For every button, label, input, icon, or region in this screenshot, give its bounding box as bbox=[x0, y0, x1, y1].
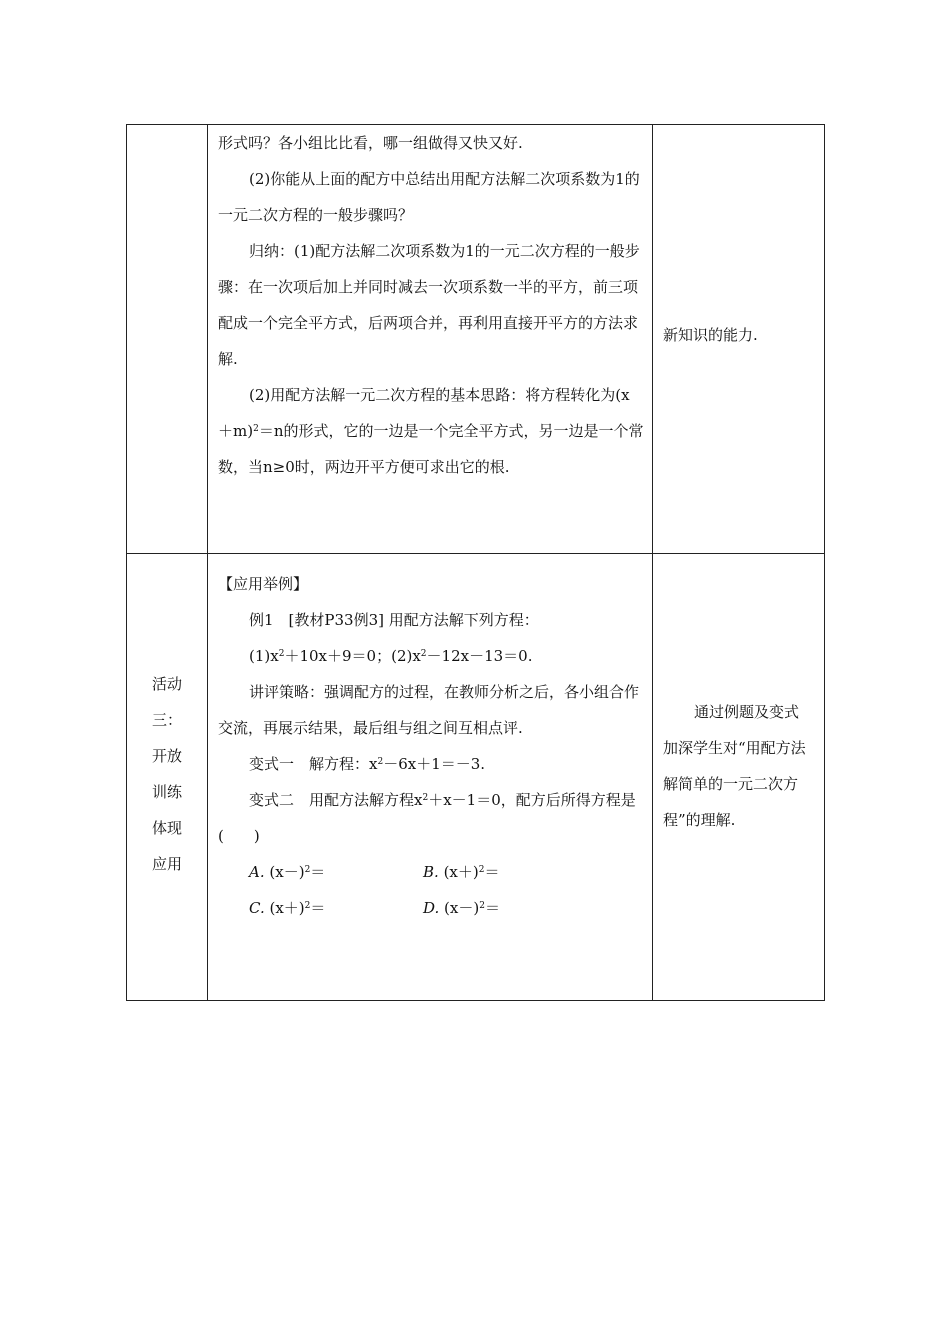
teaching-note: 通过例题及变式 bbox=[694, 703, 800, 721]
option-letter: C. bbox=[249, 899, 265, 917]
option-letter: A. bbox=[249, 863, 265, 881]
text-span: ＝n的形式，它的一边是一个完全平方式，另一边是一个常数，当n≥0时，两边开平方便可求出它的根. bbox=[218, 422, 644, 476]
text-span: ＋x－1＝0，配方后所得方程是( ) bbox=[218, 791, 636, 845]
text-span: ＋10x＋9＝0；(2)x bbox=[284, 647, 421, 665]
teaching-note: 加深学生对“用配方法解简单的一元二次方程”的理解. bbox=[663, 739, 806, 829]
option-a bbox=[249, 854, 423, 890]
activity-label-line: 活动 bbox=[151, 675, 182, 693]
text-span: －6x＋1＝－3. bbox=[383, 755, 486, 773]
option-letter: D. bbox=[423, 899, 440, 917]
option-letter: B. bbox=[423, 863, 439, 881]
option-text: (x＋) bbox=[443, 863, 479, 881]
section-heading: 【应用举例】 bbox=[218, 575, 309, 593]
option-text: ＝ bbox=[484, 863, 500, 881]
content-cell bbox=[208, 554, 653, 1001]
option-b bbox=[423, 854, 623, 890]
paragraph: 归纳：(1)配方法解二次项系数为1的一元二次方程的一般步骤：在一次项后加上并同时减去一次项系数一半的平方，前三项配成一个完全平方式，后两项合并，再利用直接开平方的方法求解. bbox=[218, 242, 640, 368]
answer-options bbox=[218, 854, 644, 926]
option-text: (x－) bbox=[269, 863, 305, 881]
activity-label-line: 训练 bbox=[151, 783, 182, 801]
option-d bbox=[423, 890, 623, 926]
option-text: (x＋) bbox=[269, 899, 305, 917]
example-title: 例1 [教材P33例3] 用配方法解下列方程： bbox=[249, 611, 539, 629]
superscript: 2 bbox=[377, 757, 384, 767]
note-cell bbox=[653, 554, 825, 1001]
superscript: 2 bbox=[420, 649, 427, 659]
variant-two bbox=[218, 782, 644, 854]
activity-label-line: 应用 bbox=[151, 855, 182, 873]
option-c bbox=[249, 890, 423, 926]
equation-line bbox=[218, 638, 644, 674]
content-cell bbox=[208, 125, 653, 554]
text-span: (2)用配方法解一元二次方程的基本思路：将方程转化为(x＋m) bbox=[218, 386, 630, 440]
superscript: 2 bbox=[479, 901, 485, 911]
paragraph: 形式吗？各小组比比看，哪一组做得又快又好. bbox=[218, 134, 523, 152]
superscript: 2 bbox=[478, 865, 485, 875]
option-text: ＝ bbox=[310, 899, 326, 917]
option-text: ＝ bbox=[484, 899, 500, 917]
paragraph: 讲评策略：强调配方的过程，在教师分析之后，各小组合作交流，再展示结果，最后组与组之间互相点评. bbox=[218, 683, 640, 737]
activity-cell bbox=[127, 125, 208, 554]
option-text: ＝ bbox=[310, 863, 326, 881]
superscript: 2 bbox=[278, 649, 285, 659]
activity-label-line: 开放 bbox=[151, 747, 182, 765]
superscript: 2 bbox=[304, 865, 311, 875]
activity-label-line: 体现 bbox=[151, 819, 182, 837]
teaching-note: 新知识的能力. bbox=[663, 326, 758, 344]
text-span: －12x－13＝0. bbox=[426, 647, 533, 665]
paragraph bbox=[218, 377, 644, 485]
text-span: 变式一 解方程：x bbox=[249, 755, 378, 773]
paragraph: (2)你能从上面的配方中总结出用配方法解二次项系数为1的一元二次方程的一般步骤吗？ bbox=[218, 170, 640, 224]
option-text: (x－) bbox=[444, 899, 480, 917]
superscript: 2 bbox=[422, 793, 429, 803]
lesson-plan-table bbox=[126, 124, 825, 1001]
table-row bbox=[127, 125, 825, 554]
variant-one bbox=[218, 746, 644, 782]
text-span: 变式二 用配方法解方程x bbox=[249, 791, 423, 809]
activity-cell bbox=[127, 554, 208, 1001]
note-cell bbox=[653, 125, 825, 554]
activity-label-line: 三： bbox=[151, 711, 182, 729]
activity-label bbox=[127, 554, 207, 882]
text-span: (1)x bbox=[249, 647, 279, 665]
superscript: 2 bbox=[304, 901, 311, 911]
superscript: 2 bbox=[253, 424, 259, 434]
table-row bbox=[127, 554, 825, 1001]
